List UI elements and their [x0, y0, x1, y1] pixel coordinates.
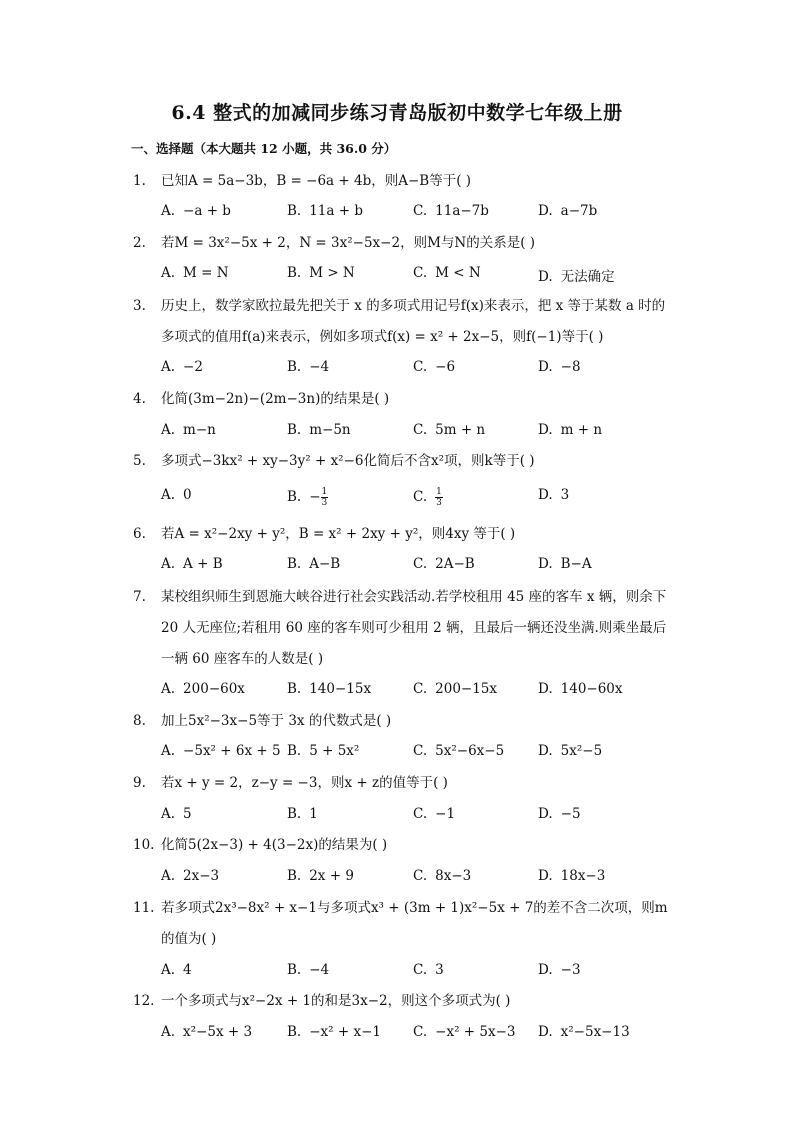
- option-a[interactable]: A. x²−5x + 3: [161, 1024, 253, 1040]
- option-b[interactable]: B. − $\frac{1}{3}$: [287, 487, 328, 508]
- question-text: 已知A = 5a−3b，B = −6a + 4b，则A−B等于( ): [161, 173, 472, 189]
- option-c[interactable]: C. 5m + n: [413, 422, 486, 438]
- question-2: [133, 228, 673, 259]
- fraction-neg-one-third: − $\frac{1}{3}$: [309, 487, 328, 508]
- option-b[interactable]: B. 11a + b: [287, 203, 363, 219]
- option-d[interactable]: D. −3: [538, 962, 581, 978]
- option-c[interactable]: C. 3: [413, 962, 444, 978]
- question-number: 8.: [133, 713, 146, 729]
- option-c[interactable]: C. M < N: [413, 265, 481, 281]
- question-9: [133, 768, 673, 799]
- question-number: 12.: [133, 993, 155, 1009]
- option-d[interactable]: D. x²−5x−13: [538, 1024, 630, 1040]
- option-c[interactable]: C. 2A−B: [413, 556, 475, 572]
- option-b[interactable]: B. m−5n: [287, 422, 351, 438]
- question-12: [133, 986, 673, 1017]
- document-title: 6.4 整式的加减同步练习青岛版初中数学七年级上册: [171, 102, 623, 124]
- option-a[interactable]: A. 200−60x: [161, 681, 245, 697]
- option-b[interactable]: B. A−B: [287, 556, 341, 572]
- option-b[interactable]: B. 2x + 9: [287, 868, 354, 884]
- question-5: [133, 446, 673, 477]
- option-a[interactable]: A. m−n: [161, 422, 216, 438]
- question-text: 化简5(2x−3) + 4(3−2x)的结果为( ): [161, 837, 388, 853]
- question-number: 7.: [133, 589, 146, 605]
- question-4: [133, 384, 673, 415]
- option-c[interactable]: C. 8x−3: [413, 868, 472, 884]
- question-11: [133, 893, 673, 955]
- question-number: 6.: [133, 526, 146, 542]
- option-b[interactable]: B. −4: [287, 359, 330, 375]
- option-d[interactable]: D. 3: [538, 487, 570, 503]
- option-a[interactable]: A. −a + b: [161, 203, 231, 219]
- option-c[interactable]: C. 5x²−6x−5: [413, 743, 505, 759]
- question-number: 4.: [133, 391, 146, 407]
- option-a[interactable]: A. 4: [161, 962, 192, 978]
- option-b[interactable]: B. 1: [287, 806, 318, 822]
- question-text: 多项式−3kx² + xy−3y² + x²−6化简后不含x²项，则k等于( ): [161, 453, 535, 469]
- option-a[interactable]: A. 5: [161, 806, 192, 822]
- option-a[interactable]: A. 0: [161, 487, 192, 503]
- option-a[interactable]: A. −2: [161, 359, 203, 375]
- option-b[interactable]: B. −x² + x−1: [287, 1024, 381, 1040]
- option-d[interactable]: D. 5x²−5: [538, 743, 603, 759]
- question-1: [133, 166, 673, 197]
- option-d[interactable]: D. a−7b: [538, 203, 598, 219]
- option-c[interactable]: C. 200−15x: [413, 681, 498, 697]
- question-text: 若x + y = 2，z−y = −3，则x + z的值等于( ): [161, 775, 448, 791]
- question-10: [133, 830, 673, 861]
- option-d[interactable]: D. 140−60x: [538, 681, 623, 697]
- option-d[interactable]: D. m + n: [538, 422, 603, 438]
- question-6: [133, 519, 673, 550]
- option-a[interactable]: A. 2x−3: [161, 868, 220, 884]
- question-number: 2.: [133, 235, 146, 251]
- option-c[interactable]: C. $\frac{1}{3}$: [413, 487, 442, 508]
- question-number: 11.: [133, 900, 155, 916]
- question-number: 3.: [133, 298, 146, 314]
- option-c[interactable]: C. −x² + 5x−3: [413, 1024, 516, 1040]
- option-d[interactable]: D. −8: [538, 359, 581, 375]
- option-b[interactable]: B. M > N: [287, 265, 355, 281]
- question-text: 一个多项式与x²−2x + 1的和是3x−2，则这个多项式为( ): [161, 993, 511, 1009]
- option-d[interactable]: D. 无法确定: [538, 269, 615, 285]
- question-number: 1.: [133, 173, 146, 189]
- question-8: [133, 706, 673, 737]
- question-text: 历史上，数学家欧拉最先把关于 x 的多项式用记号f(x)来表示，把 x 等于某数 a 时的多项式的值用f(a)来表示，例如多项式f(x) = x² + 2x−5，则f(−1)等于( ): [161, 298, 666, 345]
- fraction-one-third: $\frac{1}{3}$: [436, 487, 442, 508]
- question-text: 加上5x²−3x−5等于 3x 的代数式是( ): [161, 713, 392, 729]
- option-d[interactable]: D. −5: [538, 806, 581, 822]
- question-text: 若A = x²−2xy + y²，B = x² + 2xy + y²，则4xy 等于( ): [161, 526, 516, 542]
- option-d[interactable]: D. B−A: [538, 556, 592, 572]
- section-heading: 一、选择题（本大题共 12 小题，共 36.0 分）: [131, 141, 397, 156]
- option-a[interactable]: A. −5x² + 6x + 5: [161, 743, 281, 759]
- question-number: 9.: [133, 775, 146, 791]
- option-b[interactable]: B. 5 + 5x²: [287, 743, 360, 759]
- question-number: 10.: [133, 837, 155, 853]
- option-a[interactable]: A. M = N: [161, 265, 229, 281]
- question-text: 若M = 3x²−5x + 2，N = 3x²−5x−2，则M与N的关系是( ): [161, 235, 536, 251]
- question-text: 若多项式2x³−8x² + x−1与多项式x³ + (3m + 1)x²−5x + 7的差不含二次项，则m的值为( ): [161, 900, 668, 947]
- option-a[interactable]: A. A + B: [161, 556, 223, 572]
- question-3: [133, 291, 673, 353]
- question-text: 化简(3m−2n)−(2m−3n)的结果是( ): [161, 391, 390, 407]
- option-d[interactable]: D. 18x−3: [538, 868, 606, 884]
- question-number: 5.: [133, 453, 146, 469]
- option-c[interactable]: C. −1: [413, 806, 456, 822]
- option-c[interactable]: C. 11a−7b: [413, 203, 489, 219]
- question-7: [133, 582, 673, 675]
- option-b[interactable]: B. 140−15x: [287, 681, 372, 697]
- question-text: 某校组织师生到恩施大峡谷进行社会实践活动.若学校租用 45 座的客车 x 辆，则余下 20 人无座位;若租用 60 座的客车则可少租用 2 辆，且最后一辆还没坐满.则乘坐最后一辆 60 座客车的人数是( ): [161, 589, 667, 667]
- option-c[interactable]: C. −6: [413, 359, 456, 375]
- option-b[interactable]: B. −4: [287, 962, 330, 978]
